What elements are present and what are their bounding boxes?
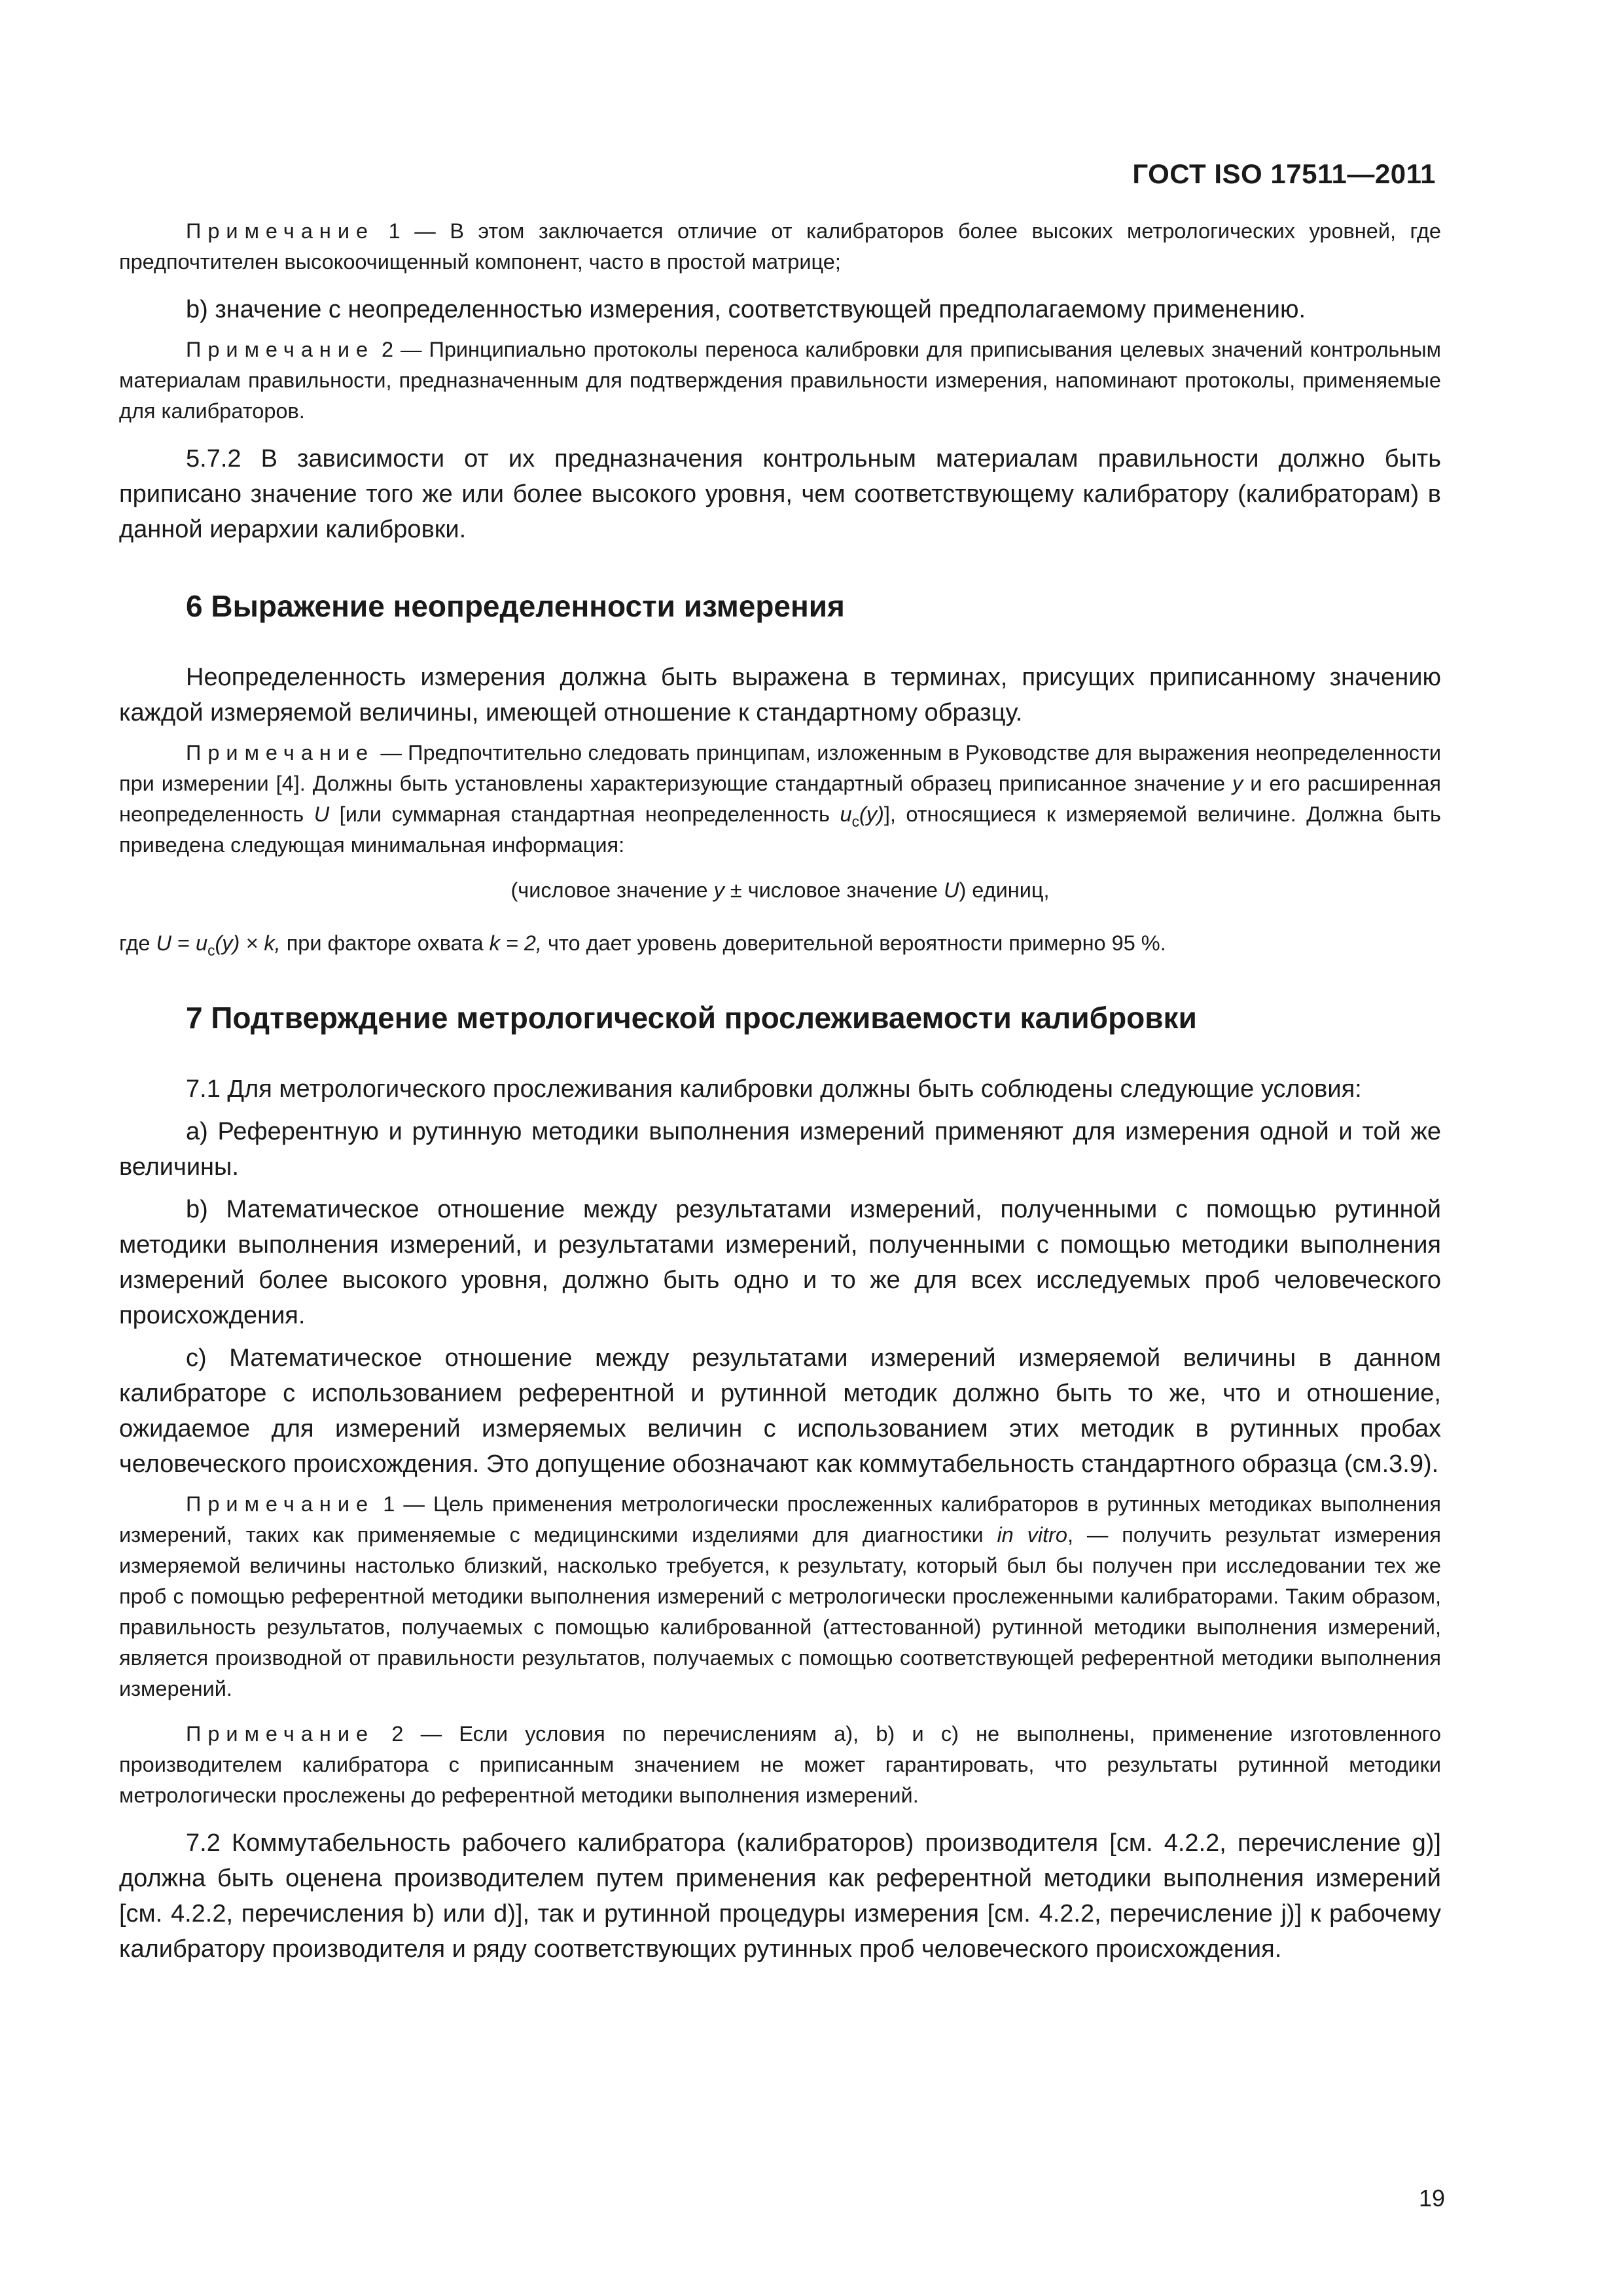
note-text: , — получить результат измерения измеряемой величины настолько близкий, насколько требуется, к результату, который был бы получен при исследовании тех же проб с помощью референтной методики выполнения измерений с метрологически прослеженными калибраторами. Таким образом, правильность результатов, получаемых с помощью калиброванной (аттестованной) рутинной методики выполнения измерений, является производной от правильности результатов, получаемых с помощью соответствующей референтной методики выполнения измерений. [119, 1523, 1442, 1700]
section-7-note-1 [119, 1489, 1441, 1704]
note-text: и его расширенная неопределенность [119, 772, 1441, 826]
term-in-vitro: in vitro [997, 1523, 1067, 1547]
subscript-c: c [851, 813, 859, 830]
symbol-u: u [840, 802, 852, 826]
page-number: 19 [1418, 2185, 1445, 2212]
section-6-note [119, 738, 1441, 861]
list-item-7-1-b: b) Математическое отношение между результатами измерений, полученными с помощью рутинной методики выполнения измерений, и результатами измерений, полученными с помощью методики выполнения измерений более высокого уровня, должно быть одно и то же для всех исследуемых проб человеческого происхождения. [119, 1196, 1441, 1329]
formula-explanation [119, 928, 1441, 959]
list-item-7-1-c: с) Математическое отношение между результатами измерений измеряемой величины в данном калибраторе с использованием референтной и рутинной методик должно быть то же, что и отношение, ожидаемое для измерений измеряемых величин с использованием этих методик в рутинных пробах человеческого происхождения. Это допущение обозначают как коммутабельность стандартного образца (см.3.9). [119, 1344, 1441, 1478]
symbol-U: U [156, 931, 171, 955]
section-6-heading: 6 Выражение неопределенности измерения [186, 589, 845, 623]
note-text: [или суммарная стандартная неопределенность [329, 802, 840, 826]
section-7-note-2 [119, 1719, 1441, 1811]
symbol-y: y [713, 878, 724, 902]
symbol-yk: (y) × k, [215, 931, 281, 955]
standard-header: ГОСТ ISO 17511—2011 [1132, 158, 1436, 189]
symbol-y-paren: (y) [859, 802, 884, 826]
note-transfer-protocols [119, 334, 1441, 427]
paragraph-7-1: 7.1 Для метрологического прослеживания калибровки должны быть соблюдены следующие условия: [186, 1075, 1362, 1103]
note-text: 2 — Принципиально протоколы переноса калибровки для приписывания целевых значений контрольным материалам правильности, предназначенным для подтверждения правильности измерения, напоминают протоколы, применяемые для калибраторов. [119, 338, 1441, 423]
symbol-U: U [943, 878, 959, 902]
formula-text: = [171, 931, 196, 955]
symbol-U: U [313, 802, 330, 826]
note-text: ], относящиеся к измеряемой величине. Должна быть приведена следующая минимальная информация: [119, 802, 1441, 857]
symbol-y: y [1232, 772, 1243, 795]
formula-text: при факторе охвата [280, 931, 490, 955]
list-item-b: b) значение с неопределенностью измерения, соответствующей предполагаемому применению. [186, 296, 1306, 323]
paragraph-5-7-2: 5.7.2 В зависимости от их предназначения контрольным материалам правильности должно быть приписано значение того же или более высокого уровня, чем соответствующему калибратору (калибраторам) в данной иерархии калибровки. [119, 445, 1441, 543]
formula-line [119, 875, 1441, 906]
formula-text: что дает уровень доверительной вероятности примерно 95 %. [541, 931, 1166, 955]
note-text: — Предпочтительно следовать принципам, изложенным в Руководстве для выражения неопределенности при измерении [4]. Должны быть установлены характеризующие стандартный образец приписанное значение [119, 741, 1441, 795]
note-label: Примечание [186, 1722, 375, 1746]
symbol-k: k = 2, [489, 931, 542, 955]
note-text: 1 — В этом заключается отличие от калибраторов более высоких метрологических уровней, где предпочтителен высокоочищенный компонент, часто в простой матрице; [119, 219, 1441, 274]
list-item-7-1-a: а) Референтную и рутинную методики выполнения измерений применяют для измерения одной и той же величины. [119, 1118, 1441, 1181]
page-content [119, 216, 1441, 1974]
note-text: 2 — Если условия по перечислениям а), b) и с) не выполнены, применение изготовленного производителем калибратора с приписанным значением не может гарантировать, что результаты рутинной методики метрологически прослежены до референтной методики выполнения измерений. [119, 1722, 1441, 1807]
note-label: Примечание [186, 1492, 375, 1516]
formula-text: ) единиц, [959, 878, 1050, 902]
paragraph-7-2: 7.2 Коммутабельность рабочего калибратора (калибраторов) производителя [см. 4.2.2, перечисление g)] должна быть оценена производителем путем применения как референтной методики выполнения измерений [см. 4.2.2, перечисления b) или d)], так и рутинной процедуры измерения [см. 4.2.2, перечисление j)] к рабочему калибратору производителя и ряду соответствующих рутинных проб человеческого происхождения. [119, 1829, 1441, 1963]
subscript-c: c [207, 942, 215, 959]
note-text: 1 — Цель применения метрологически прослеженных калибраторов в рутинных методиках выполнения измерений, таких как применяемые с медицинскими изделиями для диагностики [119, 1492, 1441, 1547]
note-label: Примечание [186, 741, 375, 764]
note-label: Примечание [186, 338, 375, 361]
note-calibrator-levels [119, 216, 1441, 278]
formula-text: (числовое значение [510, 878, 714, 902]
formula-text: где [119, 931, 156, 955]
formula-text: ± числовое значение [724, 878, 944, 902]
section-7-heading: 7 Подтверждение метрологической прослеживаемости калибровки [186, 1001, 1197, 1035]
symbol-u: u [196, 931, 208, 955]
note-label: Примечание [186, 219, 375, 243]
section-6-paragraph: Неопределенность измерения должна быть выражена в терминах, присущих приписанному значению каждой измеряемой величины, имеющей отношение к стандартному образцу. [119, 664, 1441, 726]
